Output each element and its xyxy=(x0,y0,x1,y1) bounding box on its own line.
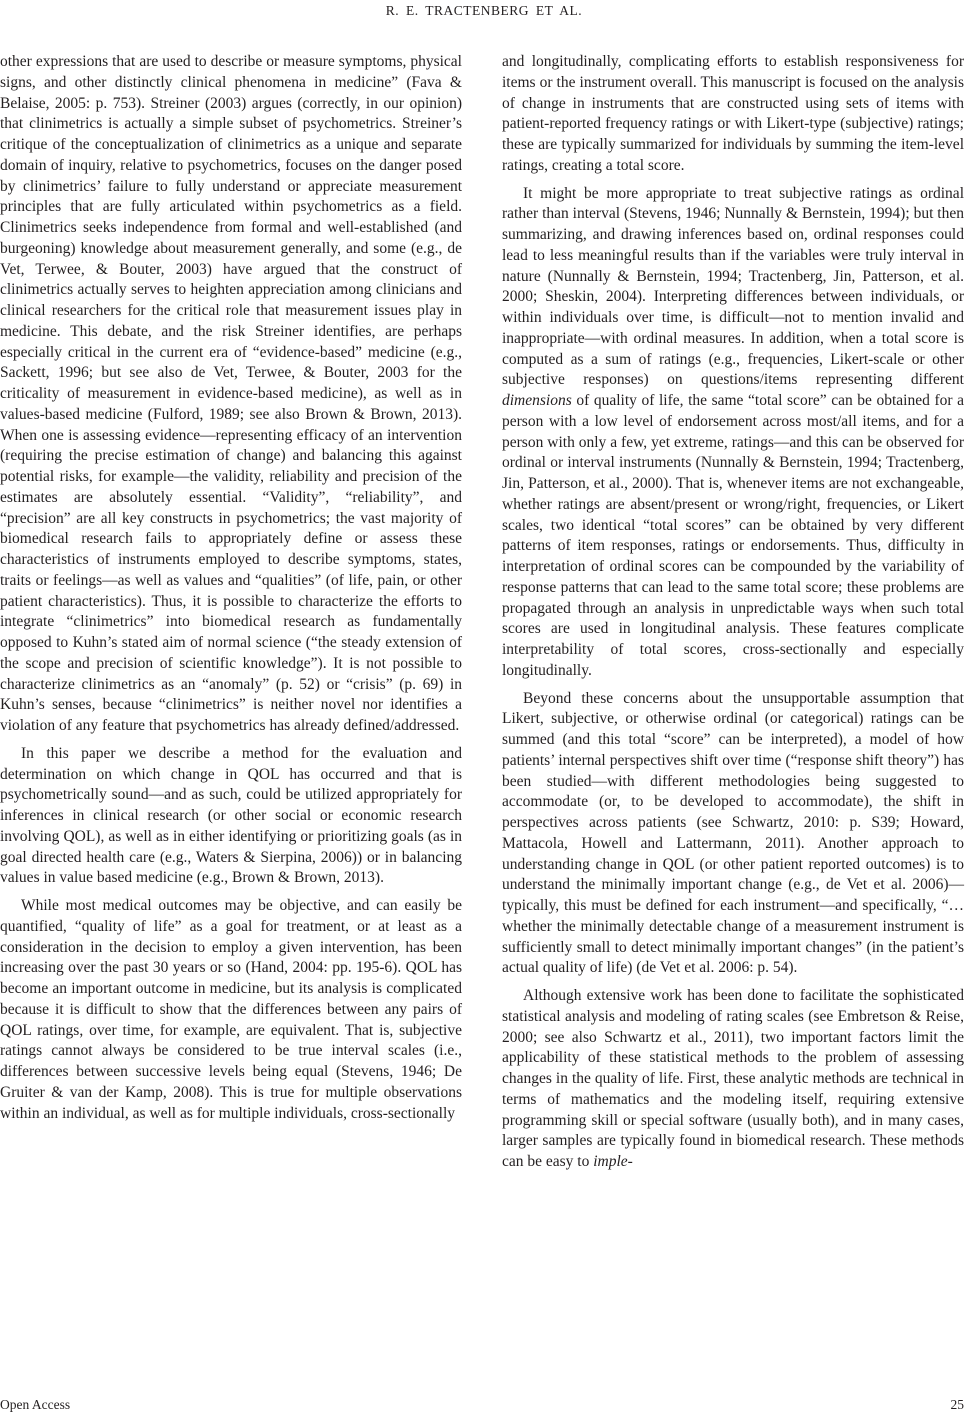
paragraph: and longitudinally, complicating efforts to establish responsiveness for items or the instrument overall. This manuscript is focused on the analysis of change in instruments that are constructed using sets of items with patient-reported frequency ratings or with Likert-type (subjective) ratings; these are typically summarized for individuals by summing the item-level ratings, creating a total score. xyxy=(502,53,964,174)
paragraph: Beyond these concerns about the unsupportable assumption that Likert, subjective, or otherwise ordinal (or categorical) ratings can be summed (and this total “score” can be interpreted), a model of how patients’ internal perspectives shift over time (“response shift theory”) has been studied—with different methodologies being suggested to accommodate (or, to be developed to accommodate), the shift in perspectives across patients (see Schwartz, 2010: p. S39; Howard, Mattacola, Howell and Lattermann, 2011). Another approach to understanding change in QOL (or other patient reported outcomes) is to understand the minimally important change (e.g., de Vet et al. 2006)—typically, this must be defined for each instrument—and specifically, “…whether the minimally detectable change of a measurement instrument is sufficiently small to detect minimally important changes” (in the patient’s actual quality of life) (de Vet et al. 2006: p. 54). xyxy=(502,689,964,977)
emphasis-text: imple- xyxy=(593,1153,633,1170)
paragraph-text: It might be more appropriate to treat subjective ratings as ordinal rather than interval (Stevens, 1946; Nunnally & Bernstein, 1994); but then summarizing, and drawing inferences based on, ordinal responses could lead to less meaningful results than if the variables were truly interval in nature (Nunnally & Bernstein, 1994; Tractenberg, Jin, Patterson, et al. 2000; Sheskin, 2004). Interpreting differences between individuals, or within individuals over time, is difficult—not to mention invalid and inappropriate—with ordinal measures. In addition, when a total score is computed as a sum of ratings (e.g., frequencies, Likert-scale or other subjective responses) on questions/items representing different xyxy=(502,184,964,389)
paragraph-text: of quality of life, the same “total score” can be obtained for a person with a low level of endorsement across most/all items, and for a person with only a few, yet extreme, ratings—and this can be observed for ordinal or interval instruments (Nunnally & Bernstein, 1994; Tractenberg, Jin, Patterson, et al., 2000). That is, whenever items are not exchangeable, whether ratings are absent/present or wrong/right, frequencies, or Likert scales, two identical “total scores” can be obtained by very different patterns of item responses, ratings or endorsements. Thus, difficulty in interpretation of ordinal scores can be compounded by the variability of response patterns that can lead to the same total score; these problems are propagated through an analysis in unpredictable ways when such total scores are used in longitudinal analysis. These features complicate interpretability of total scores, cross-sectionally and especially longitudinally. xyxy=(502,392,964,679)
paragraph xyxy=(502,184,964,682)
running-head: R. E. TRACTENBERG ET AL. xyxy=(385,3,583,18)
paragraph xyxy=(502,986,964,1173)
paragraph: While most medical outcomes may be objective, and can easily be quantified, “quality of life” as a goal for treatment, or at least as a consideration in the decision to employ a given intervention, has been increasing over the past 30 years or so (Hand, 2004: pp. 195-6). QOL has become an important outcome in medicine, but its analysis is complicated because it is difficult to show that the differences between any pairs of QOL ratings, over time, for example, are equivalent. That is, subjective ratings cannot always be considered to be true interval scales (i.e., differences between successive levels being equal (Stevens, 1946; De Gruiter & van der Kamp, 2008). This is true for multiple observations within an individual, as well as for multiple individuals, cross-sectionally xyxy=(0,897,462,1122)
paragraph-text: Although extensive work has been done to facilitate the sophisticated statistical analysis and modeling of rating scales (see Embretson & Reise, 2000; see also Schwartz et al., 2011), two important factors limit the applicability of these statistical methods to the problem of assessing changes in the quality of life. First, these analytic methods are technical in terms of mathematics and the modeling itself, requiring extensive programming skill or special software (usually both), and in many cases, larger samples are typically found in biomedical research. These methods can be easy to xyxy=(502,987,964,1170)
left-column xyxy=(0,52,462,1124)
page-number: 25 xyxy=(950,1397,964,1412)
right-column xyxy=(502,52,964,1173)
emphasis-text: dimensions xyxy=(502,392,572,409)
paragraph: In this paper we describe a method for the evaluation and determination on which change in QOL has occurred and that is psychometrically sound—and as such, could be utilized appropriately for inferences in clinical research (or other social or economic research involving QOL), as well as in either identifying or prioritizing goals (as in goal directed health care (e.g., Waters & Sierpina, 2006)) or in balancing values in value based medicine (e.g., Brown & Brown, 2013). xyxy=(0,744,462,887)
footer-label: Open Access xyxy=(0,1397,71,1412)
paragraph: other expressions that are used to describe or measure symptoms, physical signs, and other distinctly clinical phenomena in medicine” (Fava & Belaise, 2005: p. 753). Streiner (2003) argues (correctly, in our opinion) that clinimetrics is actually a simple subset of psychometrics. Streiner’s critique of the conceptualization of clinimetrics as a unique and separate domain of inquiry, relative to psychometrics, focuses on the danger posed by clinimetrics’ failure to fully understand or appreciate measurement principles that are fully articulated within psychometrics as a field. Clinimetrics seeks independence from formal and well-established (and burgeoning) knowledge about measurement generally, and some (e.g., de Vet, Terwee, & Bouter, 2003) have argued that the construct of clinimetrics actually serves to heighten appreciation among clinicians and clinical researchers for the critical role that measurement issues play in medicine. This debate, and the risk Streiner identifies, are perhaps especially critical in the current era of “evidence-based” medicine (e.g., Sackett, 1996; but see also de Vet, Terwee, & Bouter, 2003 for the criticality of measurement in evidence-based medicine), as well as in values-based medicine (Fulford, 1989; see also Brown & Brown, 2013). When one is assessing evidence—representing efficacy of an intervention (requiring the precise estimation of change) and balancing this against potential risks, for example—the validity, reliability and precision of the estimates are absolutely essential. “Validity”, “reliability”, and “precision” are all key constructs in psychometrics; the vast majority of biomedical research fails to appropriately define or assess these characteristics of instruments employed to describe symptoms, states, traits or feelings—as well as values and “qualities” (of life, pain, or other patient characteristics). Thus, it is possible to characterize the efforts to integrate “clinimetrics” into biomedical research as fundamentally opposed to Kuhn’s stated aim of normal science (“the steady extension of the scope and precision of scientific knowledge”). It is not possible to characterize clinimetrics as an “anomaly” (p. 52) or “crisis” (p. 69) in Kuhn’s senses, because “clinimetrics” is neither novel nor identifies a violation of any feature that psychometrics has already defined/addressed. xyxy=(0,53,462,734)
